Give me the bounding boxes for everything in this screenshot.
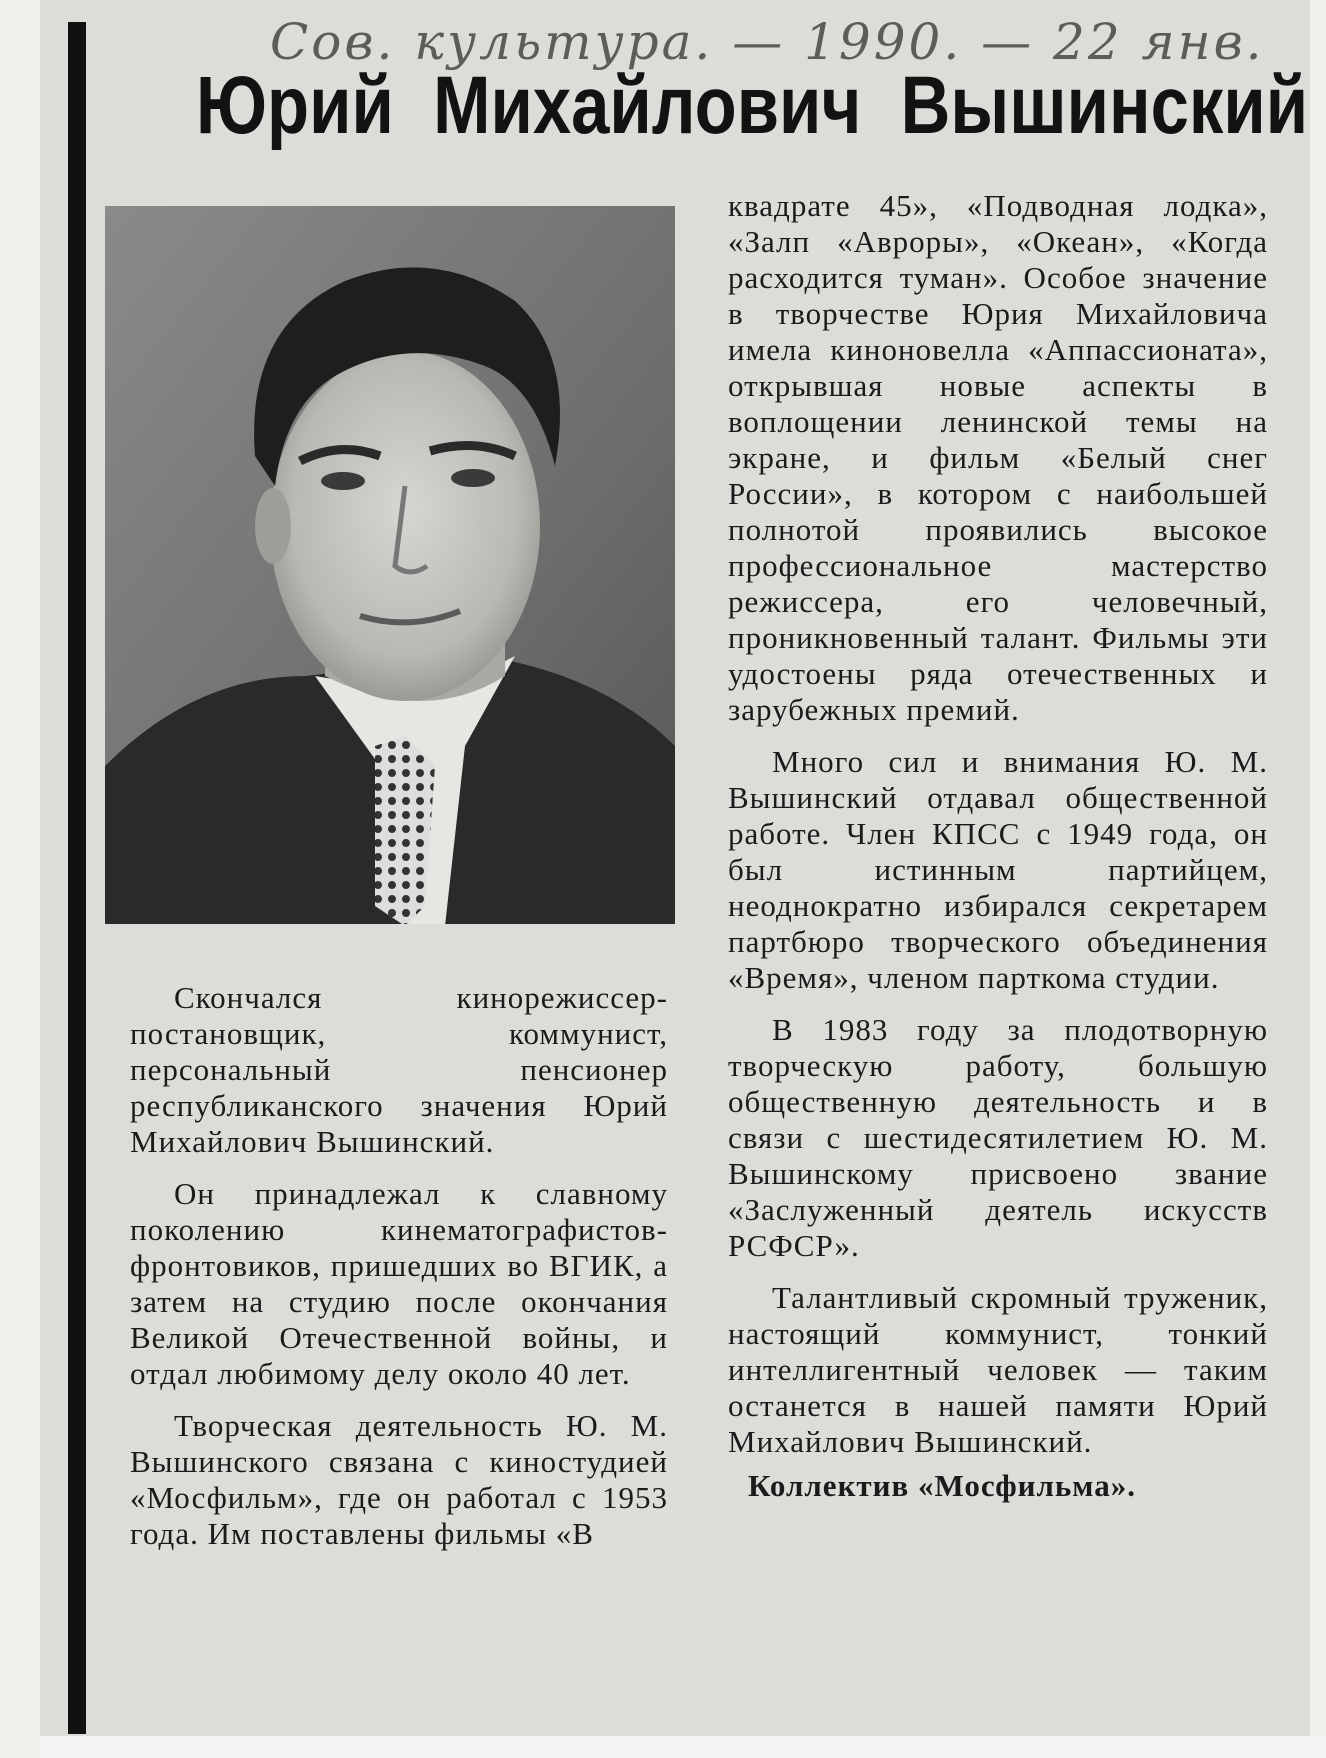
signature: Коллектив «Мосфильма». (748, 1468, 1136, 1503)
mourning-border (68, 22, 86, 1734)
handwritten-source-note: Сов. культура. — 1990. — 22 янв. (270, 13, 1265, 71)
paragraph-announcement: Скончался кинорежиссер-постановщик, коммунист, персональный пенсионер республиканского значения Юрий Михайлович Вышинский. (130, 980, 668, 1159)
paragraph-generation: Он принадлежал к славному поколению кинематографистов-фронтовиков, пришедших во ВГИК, а затем на студию после окончания Великой Отечественной войны, и отдал любимому делу около 40 лет. (130, 1176, 668, 1391)
paragraph-honorary-title: В 1983 году за плодотворную творческую работу, большую общественную деятельность и в связи с шестидесятилетием Ю. М. Вышинскому присвоено звание «Заслуженный деятель искусств РСФСР». (728, 1012, 1268, 1263)
portrait-illustration (105, 206, 675, 924)
right-text-column (728, 188, 1268, 1504)
paper-edge (40, 1736, 1326, 1758)
portrait-photo (105, 206, 675, 924)
left-text-column (130, 980, 668, 1552)
paragraph-memory: Талантливый скромный труженик, настоящий коммунист, тонкий интеллигентный человек — таким останется в нашей памяти Юрий Михайлович Вышинский. (728, 1280, 1268, 1459)
paragraph-public-work: Много сил и внимания Ю. М. Вышинский отдавал общественной работе. Член КПСС с 1949 года, он был истинным партийцем, неоднократно избирался секретарем партбюро творческого объединения «Время», членом парткома студии. (728, 744, 1268, 995)
paragraph-mosfilm-start: Творческая деятельность Ю. М. Вышинского связана с киностудией «Мосфильм», где он работал с 1953 года. Им поставлены фильмы «В (130, 1408, 668, 1551)
paragraph-mosfilm-continued: квадрате 45», «Подводная лодка», «Залп «Авроры», «Океан», «Когда расходится туман». Особое значение в творчестве Юрия Михайловича имела киноновелла «Аппассионата», открывшая новые аспекты в воплощении ленинской темы на экране, и фильм «Белый снег России», в котором с наибольшей полнотой проявились высокое профессиональное мастерство режиссера, его человечный, проникновенный талант. Фильмы эти удостоены ряда отечественных и зарубежных премий. (728, 188, 1268, 727)
obituary-headline: Юрий Михайлович Вышинский (196, 60, 1309, 151)
